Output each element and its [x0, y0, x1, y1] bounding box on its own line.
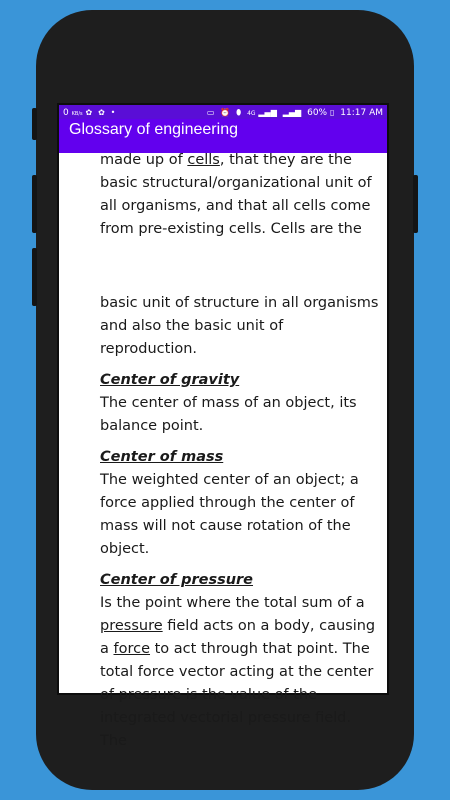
bixby-button: [32, 248, 37, 306]
settings-icon: ✿: [85, 108, 93, 117]
clock: 11:17 AM: [340, 108, 383, 118]
glossary-content[interactable]: [100, 149, 380, 753]
content-gap: [100, 241, 380, 292]
signal-icon-2: ▂▄▆: [282, 108, 302, 117]
cells-link[interactable]: cells: [187, 152, 220, 168]
app-title: Glossary of engineering: [69, 121, 238, 138]
intro-paragraph-bottom: basic unit of structure in all organisms and also the basic unit of reproduction.: [100, 295, 379, 357]
term-center-of-gravity: Center of gravity: [100, 372, 240, 388]
cop-text-3: to act through that point. The total force vector acting at the center of pressure is the value of the integrated vectorial pressure field. The: [100, 641, 374, 749]
battery-icon: ▯: [329, 108, 335, 117]
definition-center-of-mass: The weighted center of an object; a force applied through the center of mass will not cause rotation of the object.: [100, 472, 359, 557]
intro-paragraph-top: [100, 149, 380, 241]
dot-icon: •: [110, 108, 116, 117]
lock-icon: ⬮: [236, 108, 242, 117]
term-center-of-pressure: Center of pressure: [100, 572, 254, 588]
sync-icon: ✿: [98, 108, 105, 117]
alarm-icon: ⏰: [220, 108, 231, 117]
power-button: [413, 175, 418, 233]
signal-icon: ▂▄▆: [258, 108, 277, 117]
volume-up-button: [32, 108, 37, 140]
intro-text-1: made up of: [100, 152, 188, 168]
app-bar: [59, 119, 387, 153]
app-screen: [57, 103, 389, 749]
intro-text-2: , that they are the basic structural/organizational unit of all organisms, and that all cells come from pre-existing cells. Cells are the: [100, 152, 372, 237]
cop-text-1: Is the point where the total sum of a: [100, 595, 365, 611]
pressure-link[interactable]: pressure: [100, 618, 163, 634]
network-type: 4G: [247, 110, 256, 117]
battery-percent: 60%: [307, 108, 328, 118]
volume-down-button: [32, 175, 37, 233]
data-speed-unit: KB/s: [71, 111, 83, 117]
data-speed: 0: [63, 108, 69, 118]
cop-text-2: field acts on a body, causing a: [100, 618, 376, 657]
cast-icon: ▭: [206, 108, 215, 117]
definition-center-of-gravity: The center of mass of an object, its balance point.: [100, 395, 357, 434]
term-center-of-mass: Center of mass: [100, 449, 224, 465]
definition-center-of-pressure: [100, 592, 380, 753]
force-link[interactable]: force: [113, 641, 151, 657]
